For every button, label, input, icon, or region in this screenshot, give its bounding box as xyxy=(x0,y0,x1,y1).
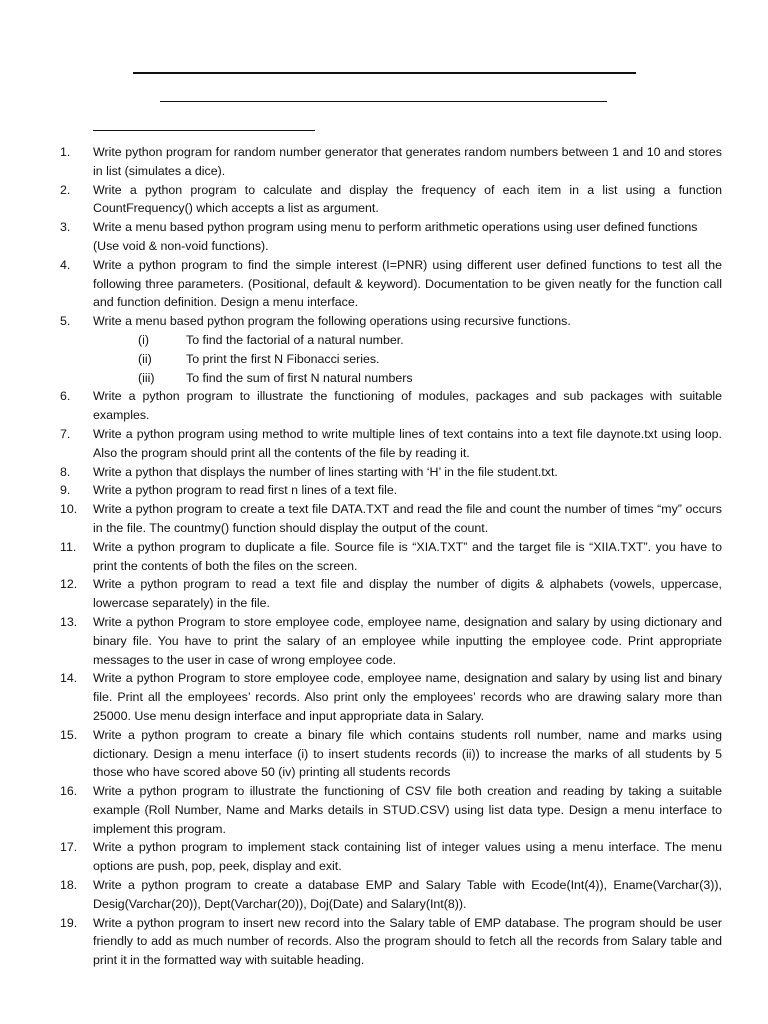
list-item xyxy=(60,256,722,312)
list-item xyxy=(60,218,722,256)
item-description: Write a python program to read a text file and display the number of digits & alphabets (vowels, uppercase, lowercase separately) in the file. xyxy=(93,577,722,611)
sub-item-text: To print the first N Fibonacci series. xyxy=(186,351,380,366)
item-number: 16. xyxy=(60,784,78,799)
item-text xyxy=(93,669,722,725)
item-number: 11. xyxy=(60,539,77,554)
list-item xyxy=(60,481,722,500)
item-number: 3. xyxy=(60,220,71,235)
item-description: Write a python program to illustrate the functioning of CSV file both creation and reading by taking a suitable example (Roll Number, Name and Marks details in STUD.CSV) using list data type. Design a menu interface to implement this program. xyxy=(93,784,722,836)
sub-item-text: To find the sum of first N natural numbers xyxy=(186,370,413,385)
sub-item-text: To find the factorial of a natural number. xyxy=(186,332,404,347)
item-text xyxy=(93,914,722,970)
item-note: (Use void & non-void functions). xyxy=(93,238,269,253)
item-description: Write a python program to create a binary file which contains students roll number, name and marks using dictionary. Design a menu interface (i) to insert students records (ii)) to increase the marks of all students by 5 those who have scored above 50 (iv) printing all students records xyxy=(93,727,722,780)
sub-item-number: (ii) xyxy=(138,351,152,366)
item-number: 15. xyxy=(60,727,78,742)
item-description: Write a python Program to store employee code, employee name, designation and salary by using dictionary and binary file. You have to print the salary of an employee while inputting the employee code. Print appropriate messages to the user in case of wrong employee code. xyxy=(93,614,722,667)
sub-item xyxy=(60,350,722,369)
item-number: 12. xyxy=(60,577,78,592)
item-text xyxy=(93,481,722,500)
list-item xyxy=(60,613,722,669)
list-item xyxy=(60,914,722,970)
item-description: Write a python program to find the simple interest (I=PNR) using different user defined functions to test all the following three parameters. (Positional, default & keyword). Documentation to be given neatly for the function call and function definition. Design a menu interface. xyxy=(93,257,722,310)
item-text xyxy=(93,312,722,331)
item-number: 19. xyxy=(60,915,78,930)
item-text xyxy=(93,387,722,425)
item-description: Write a python program using method to write multiple lines of text contains into a text file daynote.txt using loop. Also the program should print all the contents of the file by reading it. xyxy=(93,426,722,460)
item-number: 2. xyxy=(60,182,71,197)
item-number: 8. xyxy=(60,464,71,479)
item-text xyxy=(93,143,722,181)
list-item xyxy=(60,538,722,576)
item-text xyxy=(93,181,722,219)
item-description: Write a python program to implement stack containing list of integer values using a menu interface. The menu options are push, pop, peek, display and exit. xyxy=(93,840,722,874)
item-text xyxy=(93,538,722,576)
item-description: Write a python program to duplicate a file. Source file is “XIA.TXT” and the target file is “XIIA.TXT”. you have to print the contents of both the files on the screen. xyxy=(93,539,722,573)
item-text xyxy=(93,218,722,256)
item-number: 13. xyxy=(60,614,78,629)
item-description: Write a python program to create a text file DATA.TXT and read the file and count the number of times “my” occurs in the file. The countmy() function should display the output of the count. xyxy=(93,502,722,535)
item-description: Write a python program to illustrate the functioning of modules, packages and sub packages with suitable examples. xyxy=(93,389,722,423)
sub-item-number: (iii) xyxy=(138,370,155,385)
item-text xyxy=(93,500,722,538)
item-text xyxy=(93,876,722,914)
item-text xyxy=(93,613,722,669)
item-description: Write a menu based python program using menu to perform arithmetic operations using user defined functions xyxy=(93,220,698,235)
item-number: 10. xyxy=(60,502,78,517)
item-number: 17. xyxy=(60,840,78,855)
item-number: 4. xyxy=(60,257,71,272)
item-description: Write a python program to calculate and display the frequency of each item in a list using a function CountFrequency() which accepts a list as argument. xyxy=(93,182,722,216)
item-description: Write a menu based python program the following operations using recursive functions. xyxy=(93,314,571,329)
item-number: 18. xyxy=(60,878,78,893)
list-item xyxy=(60,782,722,838)
item-number: 6. xyxy=(60,389,71,404)
item-number: 14. xyxy=(60,671,78,686)
list-item xyxy=(60,575,722,613)
item-text xyxy=(93,838,722,876)
item-text xyxy=(93,575,722,613)
item-number: 5. xyxy=(60,314,71,329)
item-text xyxy=(93,425,722,463)
list-item xyxy=(60,387,722,425)
item-description: Write a python Program to store employee code, employee name, designation and salary by using list and binary file. Print all the employees’ records. Also print only the employees’ records who are drawing salary more than 25000. Use menu design interface and input appropriate data in Salary. xyxy=(93,671,722,723)
list-item xyxy=(60,425,722,463)
item-text xyxy=(93,782,722,838)
program-list xyxy=(60,143,722,970)
list-item xyxy=(60,463,722,482)
item-text xyxy=(93,256,722,312)
item-description: Write a python program to read first n lines of a text file. xyxy=(93,483,398,498)
list-item xyxy=(60,838,722,876)
list-item xyxy=(60,876,722,914)
item-description: Write a python that displays the number of lines starting with ‘H’ in the file student.txt. xyxy=(93,464,558,479)
title-underline xyxy=(133,72,636,74)
list-item xyxy=(60,312,722,331)
item-text xyxy=(93,726,722,782)
item-text xyxy=(93,463,722,482)
item-number: 7. xyxy=(60,426,71,441)
list-item xyxy=(60,669,722,725)
heading-underline xyxy=(93,130,315,131)
list-item xyxy=(60,726,722,782)
list-item xyxy=(60,181,722,219)
item-description: Write python program for random number generator that generates random numbers between 1 and 10 and stores in list (simulates a dice). xyxy=(93,145,722,178)
sub-item xyxy=(60,331,722,350)
list-item xyxy=(60,500,722,538)
sub-item-number: (i) xyxy=(138,332,150,347)
item-description: Write a python program to insert new record into the Salary table of EMP database. The program should be user friendly to add as much number of records. Also the program should to fetch all the records from Salary table and print it in the formatted way with suitable heading. xyxy=(93,915,722,968)
item-number: 1. xyxy=(60,145,71,159)
item-description: Write a python program to create a database EMP and Salary Table with Ecode(Int(4)), Ename(Varchar(3)), Desig(Varchar(20)), Dept(Varchar(20)), Doj(Date) and Salary(Int(8)). xyxy=(93,878,722,911)
subtitle-underline xyxy=(160,101,607,102)
sub-item xyxy=(60,369,722,388)
item-number: 9. xyxy=(60,483,71,498)
list-item xyxy=(60,143,722,181)
